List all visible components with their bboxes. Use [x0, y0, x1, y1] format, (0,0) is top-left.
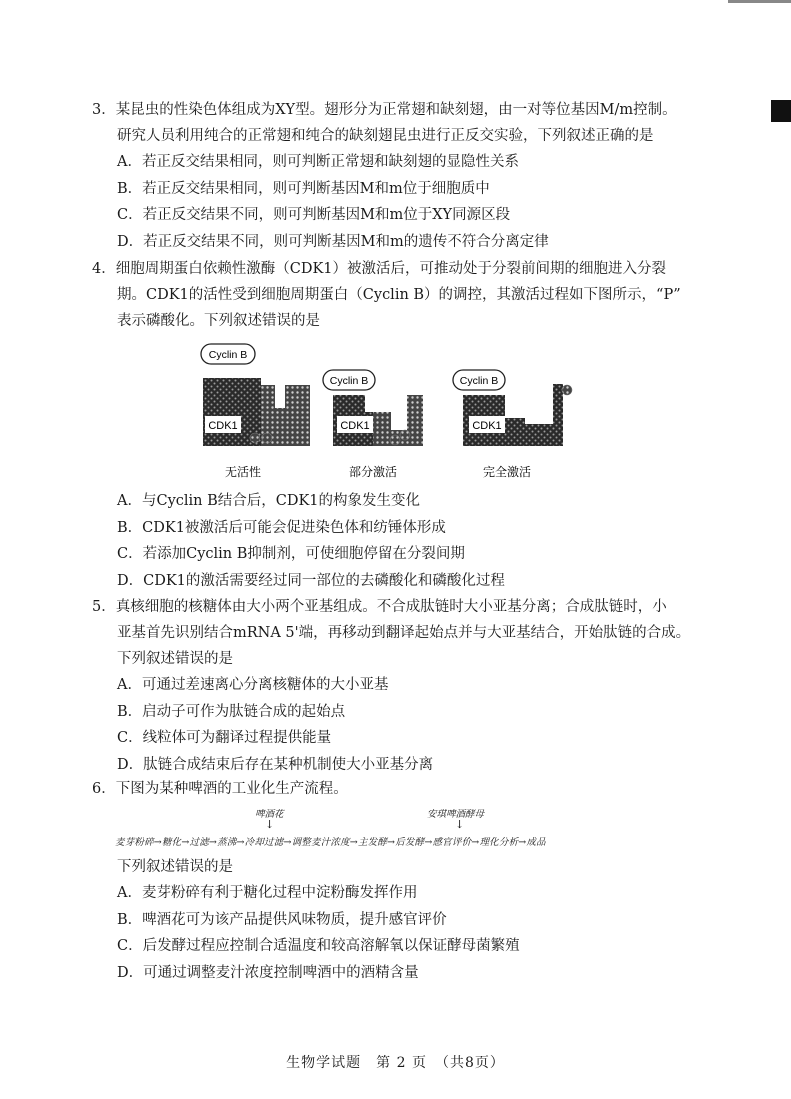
q4-stem-line-2: 期。CDK1的活性受到细胞周期蛋白（Cyclin B）的调控，其激活过程如下图所示，“P” [117, 287, 681, 303]
arrow-down-icon: ↓ [455, 818, 465, 831]
panel-inactive [201, 344, 310, 479]
q6-continuation [92, 854, 732, 986]
question-3 [92, 97, 732, 255]
q6-stem-line-2: 下列叙述错误的是 [117, 859, 233, 875]
caption-active: 完全激活 [482, 465, 532, 479]
question-5 [92, 594, 732, 778]
question-6 [92, 776, 732, 802]
q3-option-c: C．若正反交结果不同，则可判断基因M和m位于XY同源区段 [117, 207, 511, 223]
q4-option-d: D．CDK1的激活需要经过同一部位的去磷酸化和磷酸化过程 [117, 572, 505, 589]
cdk1-label-3: CDK1 [472, 420, 502, 432]
q4-option-c: C．若添加Cyclin B抑制剂，可使细胞停留在分裂间期 [117, 546, 465, 562]
q3-stem-line-1: 3．某昆虫的性染色体组成为XY型。翅形分为正常翅和缺刻翅，由一对等位基因M/m控制。 [92, 102, 677, 118]
q3-option-b: B．若正反交结果相同，则可判断基因M和m位于细胞质中 [117, 180, 490, 197]
cdk1-label-1: CDK1 [208, 420, 238, 432]
flow-tag-hops: 啤酒花 [255, 809, 284, 820]
cyclin-b-label-1: Cyclin B [208, 349, 248, 361]
flow-steps: 麦芽粉碎→糖化→过滤→蒸沸→冷却过滤→调整麦汁浓度→主发酵→后发酵→感官评价→理化分析→成品 [115, 837, 546, 848]
q4-stem-line-1: 4．细胞周期蛋白依赖性激酶（CDK1）被激活后，可推动处于分裂前间期的细胞进入分裂 [92, 261, 666, 277]
phosphate-dot-3 [562, 385, 572, 395]
q4-stem-line-3: 表示磷酸化。下列叙述错误的是 [117, 313, 320, 329]
q6-option-d: D．可通过调整麦汁浓度控制啤酒中的酒精含量 [117, 964, 419, 981]
q6-option-a: A．麦芽粉碎有利于糖化过程中淀粉酶发挥作用 [117, 885, 418, 901]
q5-option-c: C．线粒体可为翻译过程提供能量 [117, 730, 332, 746]
phosphate-dot-1 [250, 433, 260, 443]
panel-partial [323, 370, 423, 479]
q5-stem-line-3: 下列叙述错误的是 [117, 651, 233, 667]
panel-active [453, 370, 572, 479]
cdk1-label-2: CDK1 [340, 420, 370, 432]
phosphate-dot-2 [390, 435, 400, 445]
flow-tag-yeast: 安琪啤酒酵母 [427, 809, 485, 820]
caption-inactive: 无活性 [224, 465, 262, 479]
q5-options [92, 672, 732, 778]
cdk1-activation-figure [195, 340, 595, 485]
q4-options [92, 488, 732, 594]
q5-stem-line-1: 5．真核细胞的核糖体由大小两个亚基组成。不合成肽链时大小亚基分离；合成肽链时，小 [92, 599, 667, 615]
q3-option-d: D．若正反交结果不同，则可判断基因M和m的遗传不符合分离定律 [117, 233, 549, 250]
q6-stem-line-1: 6．下图为某种啤酒的工业化生产流程。 [92, 781, 348, 797]
arrow-down-icon: ↓ [265, 818, 275, 831]
cyclin-b-label-3: Cyclin B [459, 375, 499, 387]
q6-option-b: B．啤酒花可为该产品提供风味物质，提升感官评价 [117, 911, 447, 928]
q3-stem-line-2: 研究人员利用纯合的正常翅和纯合的缺刻翅昆虫进行正反交实验，下列叙述正确的是 [117, 128, 654, 144]
cyclin-b-label-2: Cyclin B [329, 375, 369, 387]
page-footer: 生物学试题 第 2 页 （共8页） [286, 1055, 505, 1071]
caption-partial: 部分激活 [348, 465, 398, 479]
brewing-flow-diagram [115, 806, 715, 854]
question-4 [92, 256, 732, 334]
q5-stem-line-2: 亚基首先识别结合mRNA 5'端，再移动到翻译起始点并与大亚基结合，开始肽链的合成。 [117, 625, 691, 641]
side-mark [771, 100, 791, 122]
q4-option-a: A．与Cyclin B结合后，CDK1的构象发生变化 [117, 493, 421, 509]
scan-edge [728, 0, 791, 3]
q5-option-d: D．肽链合成结束后存在某种机制使大小亚基分离 [117, 756, 434, 773]
q6-options [92, 880, 732, 986]
q6-option-c: C．后发酵过程应控制合适温度和较高溶解氧以保证酵母菌繁殖 [117, 938, 520, 954]
q3-option-a: A．若正反交结果相同，则可判断正常翅和缺刻翅的显隐性关系 [117, 154, 519, 170]
q5-option-b: B．启动子可作为肽链合成的起始点 [117, 703, 346, 720]
q3-options [92, 149, 732, 255]
q5-option-a: A．可通过差速离心分离核糖体的大小亚基 [117, 677, 389, 693]
q4-option-b: B．CDK1被激活后可能会促进染色体和纺锤体形成 [117, 519, 446, 536]
